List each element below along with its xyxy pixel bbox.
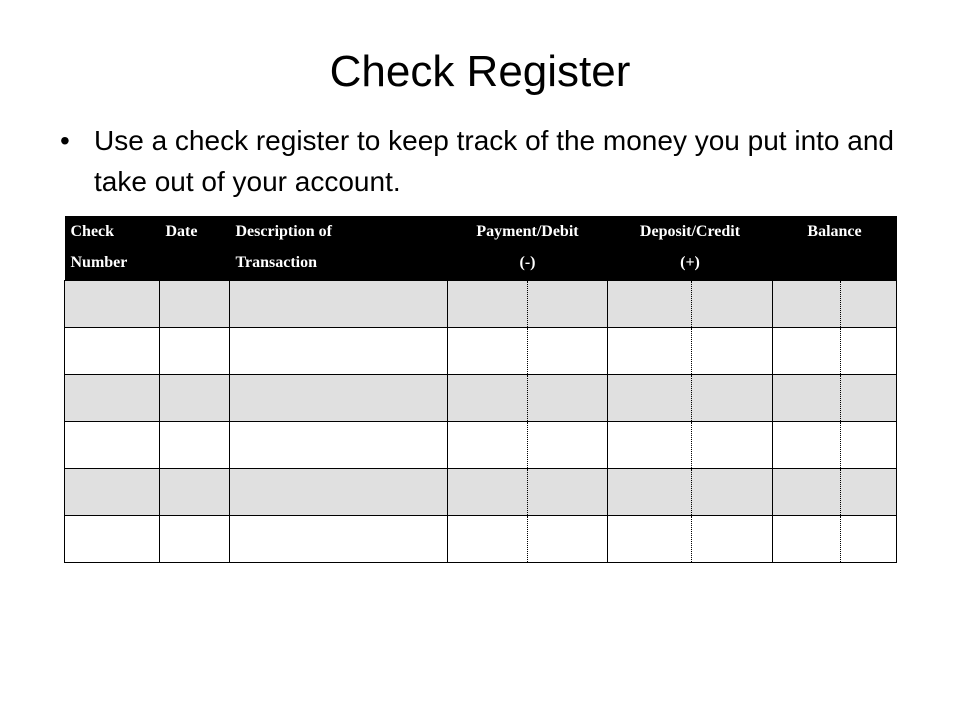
deposit-credit-cell[interactable] (608, 375, 773, 422)
header-payment-debit: Payment/Debit (-) (448, 216, 608, 281)
description-cell[interactable] (230, 328, 448, 375)
table-row (65, 375, 897, 422)
balance-cell[interactable] (773, 375, 897, 422)
bullet-text: Use a check register to keep track of the money you put into and take out of your account. (94, 125, 894, 197)
register-body (65, 281, 897, 563)
date-cell[interactable] (160, 422, 230, 469)
payment-debit-cell[interactable] (448, 469, 608, 516)
deposit-credit-cell[interactable] (608, 469, 773, 516)
check-register-table (64, 216, 897, 563)
payment-debit-cell[interactable] (448, 422, 608, 469)
deposit-credit-cell[interactable] (608, 328, 773, 375)
header-description: Description of Transaction (230, 216, 448, 281)
header-date: Date (160, 216, 230, 281)
slide-title: Check Register (329, 47, 631, 96)
header-balance: Balance (773, 216, 897, 281)
table-row (65, 281, 897, 328)
balance-cell[interactable] (773, 469, 897, 516)
date-cell[interactable] (160, 469, 230, 516)
header-deposit-credit: Deposit/Credit (+) (608, 216, 773, 281)
balance-cell[interactable] (773, 281, 897, 328)
bullet-point (60, 120, 940, 202)
check-number-cell[interactable] (65, 422, 160, 469)
check-number-cell[interactable] (65, 516, 160, 563)
header-check-number: Check Number (65, 216, 160, 281)
payment-debit-cell[interactable] (448, 516, 608, 563)
check-number-cell[interactable] (65, 375, 160, 422)
payment-debit-cell[interactable] (448, 281, 608, 328)
description-cell[interactable] (230, 516, 448, 563)
deposit-credit-cell[interactable] (608, 422, 773, 469)
payment-debit-cell[interactable] (448, 328, 608, 375)
payment-debit-cell[interactable] (448, 375, 608, 422)
date-cell[interactable] (160, 328, 230, 375)
description-cell[interactable] (230, 375, 448, 422)
deposit-credit-cell[interactable] (608, 281, 773, 328)
check-number-cell[interactable] (65, 328, 160, 375)
balance-cell[interactable] (773, 516, 897, 563)
table-row (65, 328, 897, 375)
table-row (65, 469, 897, 516)
check-number-cell[interactable] (65, 469, 160, 516)
date-cell[interactable] (160, 375, 230, 422)
bullet-dot-icon: • (60, 125, 70, 156)
table-row (65, 516, 897, 563)
date-cell[interactable] (160, 281, 230, 328)
balance-cell[interactable] (773, 422, 897, 469)
table-header-row (65, 216, 897, 281)
description-cell[interactable] (230, 281, 448, 328)
table-row (65, 422, 897, 469)
date-cell[interactable] (160, 516, 230, 563)
description-cell[interactable] (230, 469, 448, 516)
description-cell[interactable] (230, 422, 448, 469)
balance-cell[interactable] (773, 328, 897, 375)
deposit-credit-cell[interactable] (608, 516, 773, 563)
check-number-cell[interactable] (65, 281, 160, 328)
